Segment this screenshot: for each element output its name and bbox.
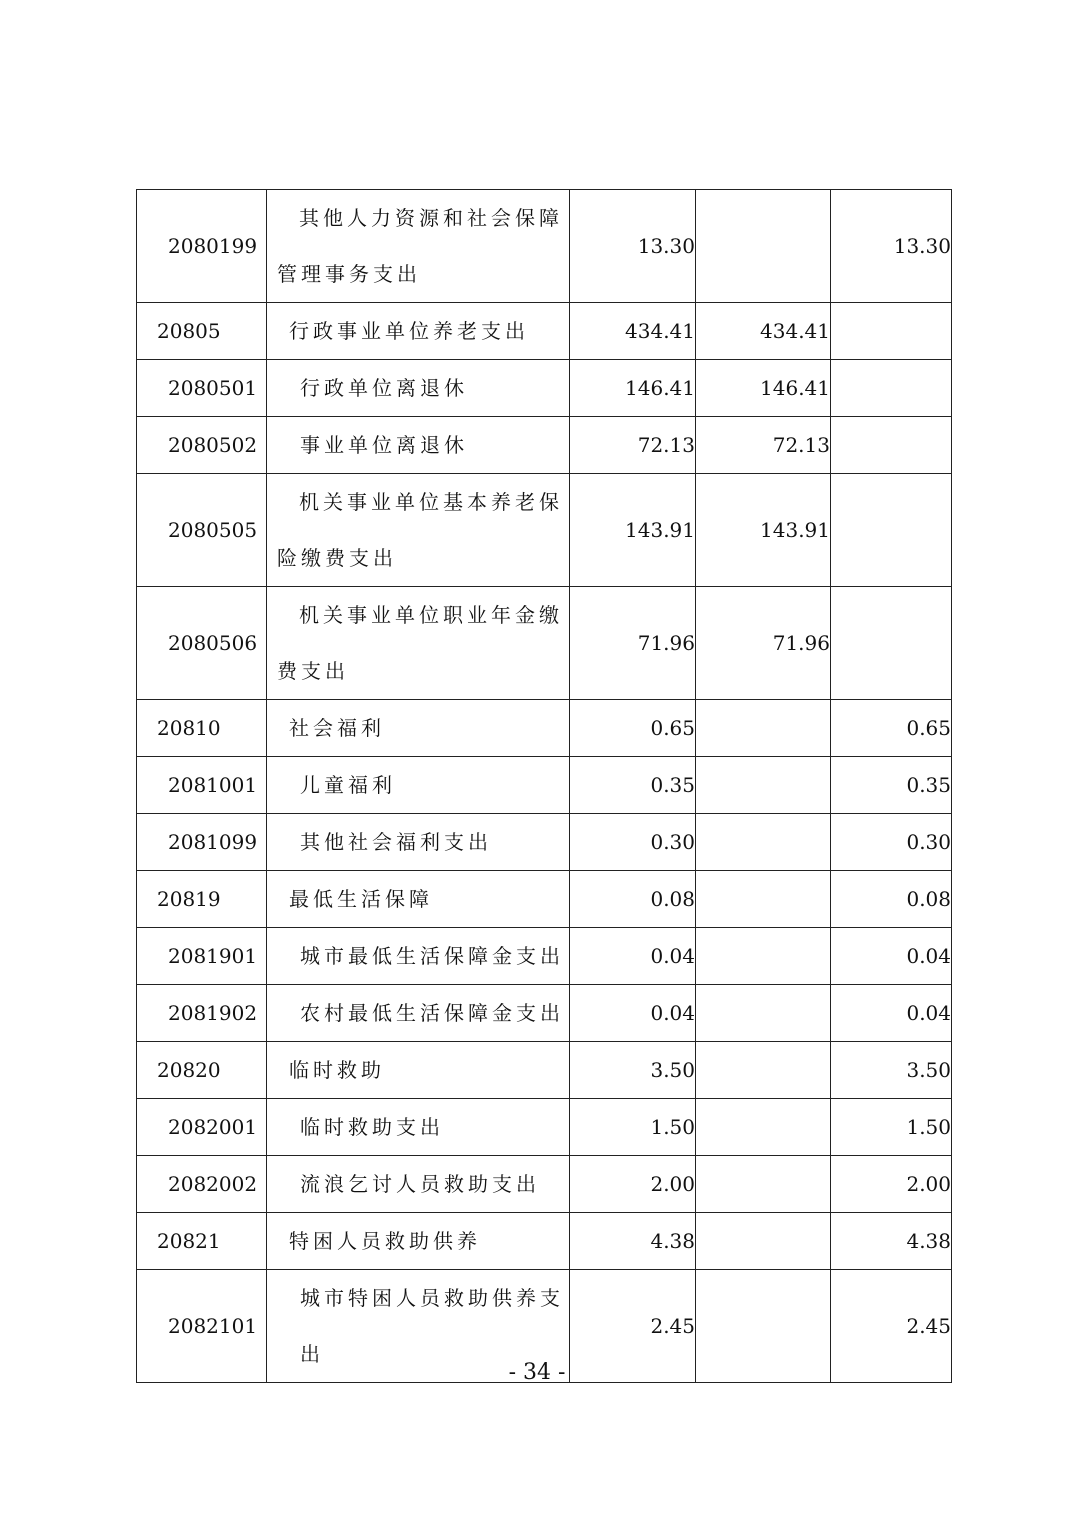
table-row [137, 871, 952, 928]
table-row [137, 700, 952, 757]
table-row [137, 985, 952, 1042]
total-amount: 72.13 [570, 417, 696, 474]
project-amount: 0.35 [831, 757, 952, 814]
basic-amount: 72.13 [696, 417, 831, 474]
table-row [137, 417, 952, 474]
subject-name: 城市最低生活保障金支出 [267, 928, 570, 985]
total-amount: 0.30 [570, 814, 696, 871]
subject-name: 城市特困人员救助供养支出 [267, 1270, 570, 1383]
project-amount [831, 587, 952, 700]
expenditure-table [136, 189, 952, 1383]
table-row [137, 1042, 952, 1099]
total-amount: 0.35 [570, 757, 696, 814]
total-amount: 0.65 [570, 700, 696, 757]
basic-amount [696, 190, 831, 303]
project-amount [831, 417, 952, 474]
subject-name: 儿童福利 [267, 757, 570, 814]
project-amount [831, 360, 952, 417]
project-amount: 0.65 [831, 700, 952, 757]
basic-amount [696, 1099, 831, 1156]
table-row [137, 303, 952, 360]
subject-code: 20820 [137, 1042, 267, 1099]
basic-amount [696, 1213, 831, 1270]
page-number: - 34 - [508, 1360, 566, 1385]
project-amount: 2.00 [831, 1156, 952, 1213]
total-amount: 1.50 [570, 1099, 696, 1156]
total-amount: 3.50 [570, 1042, 696, 1099]
basic-amount [696, 700, 831, 757]
subject-name: 行政事业单位养老支出 [267, 303, 570, 360]
project-amount: 0.04 [831, 928, 952, 985]
subject-code: 2082002 [137, 1156, 267, 1213]
total-amount: 71.96 [570, 587, 696, 700]
table-row [137, 360, 952, 417]
basic-amount: 434.41 [696, 303, 831, 360]
total-amount: 143.91 [570, 474, 696, 587]
table-row [137, 587, 952, 700]
basic-amount: 143.91 [696, 474, 831, 587]
project-amount: 0.30 [831, 814, 952, 871]
subject-name: 事业单位离退休 [267, 417, 570, 474]
basic-amount [696, 928, 831, 985]
subject-code: 2081901 [137, 928, 267, 985]
subject-name: 机关事业单位职业年金缴费支出 [267, 587, 570, 700]
basic-amount [696, 985, 831, 1042]
subject-code: 20821 [137, 1213, 267, 1270]
basic-amount: 71.96 [696, 587, 831, 700]
table-body [137, 190, 952, 1383]
subject-code: 20819 [137, 871, 267, 928]
subject-name: 社会福利 [267, 700, 570, 757]
table-row [137, 1099, 952, 1156]
project-amount: 2.45 [831, 1270, 952, 1383]
subject-name: 特困人员救助供养 [267, 1213, 570, 1270]
table-row [137, 190, 952, 303]
table-row [137, 814, 952, 871]
basic-amount: 146.41 [696, 360, 831, 417]
table-row [137, 1213, 952, 1270]
subject-code: 2082101 [137, 1270, 267, 1383]
subject-name: 流浪乞讨人员救助支出 [267, 1156, 570, 1213]
subject-name: 农村最低生活保障金支出 [267, 985, 570, 1042]
project-amount: 0.08 [831, 871, 952, 928]
project-amount [831, 474, 952, 587]
subject-code: 20805 [137, 303, 267, 360]
table-row [137, 474, 952, 587]
total-amount: 0.04 [570, 928, 696, 985]
total-amount: 146.41 [570, 360, 696, 417]
basic-amount [696, 1042, 831, 1099]
subject-code: 2080505 [137, 474, 267, 587]
total-amount: 13.30 [570, 190, 696, 303]
total-amount: 4.38 [570, 1213, 696, 1270]
total-amount: 2.00 [570, 1156, 696, 1213]
table-row [137, 928, 952, 985]
project-amount: 0.04 [831, 985, 952, 1042]
subject-code: 2080502 [137, 417, 267, 474]
subject-name: 最低生活保障 [267, 871, 570, 928]
subject-code: 2081902 [137, 985, 267, 1042]
project-amount: 1.50 [831, 1099, 952, 1156]
table-row [137, 757, 952, 814]
project-amount [831, 303, 952, 360]
subject-code: 2080501 [137, 360, 267, 417]
total-amount: 2.45 [570, 1270, 696, 1383]
subject-code: 20810 [137, 700, 267, 757]
total-amount: 0.08 [570, 871, 696, 928]
basic-amount [696, 1156, 831, 1213]
total-amount: 0.04 [570, 985, 696, 1042]
project-amount: 4.38 [831, 1213, 952, 1270]
subject-code: 2082001 [137, 1099, 267, 1156]
subject-name: 临时救助支出 [267, 1099, 570, 1156]
subject-name: 其他人力资源和社会保障管理事务支出 [267, 190, 570, 303]
subject-code: 2081099 [137, 814, 267, 871]
subject-code: 2080199 [137, 190, 267, 303]
subject-name: 行政单位离退休 [267, 360, 570, 417]
table-row [137, 1156, 952, 1213]
subject-name: 机关事业单位基本养老保险缴费支出 [267, 474, 570, 587]
project-amount: 3.50 [831, 1042, 952, 1099]
total-amount: 434.41 [570, 303, 696, 360]
basic-amount [696, 757, 831, 814]
subject-code: 2081001 [137, 757, 267, 814]
subject-name: 其他社会福利支出 [267, 814, 570, 871]
subject-name: 临时救助 [267, 1042, 570, 1099]
project-amount: 13.30 [831, 190, 952, 303]
basic-amount [696, 814, 831, 871]
subject-code: 2080506 [137, 587, 267, 700]
basic-amount [696, 871, 831, 928]
